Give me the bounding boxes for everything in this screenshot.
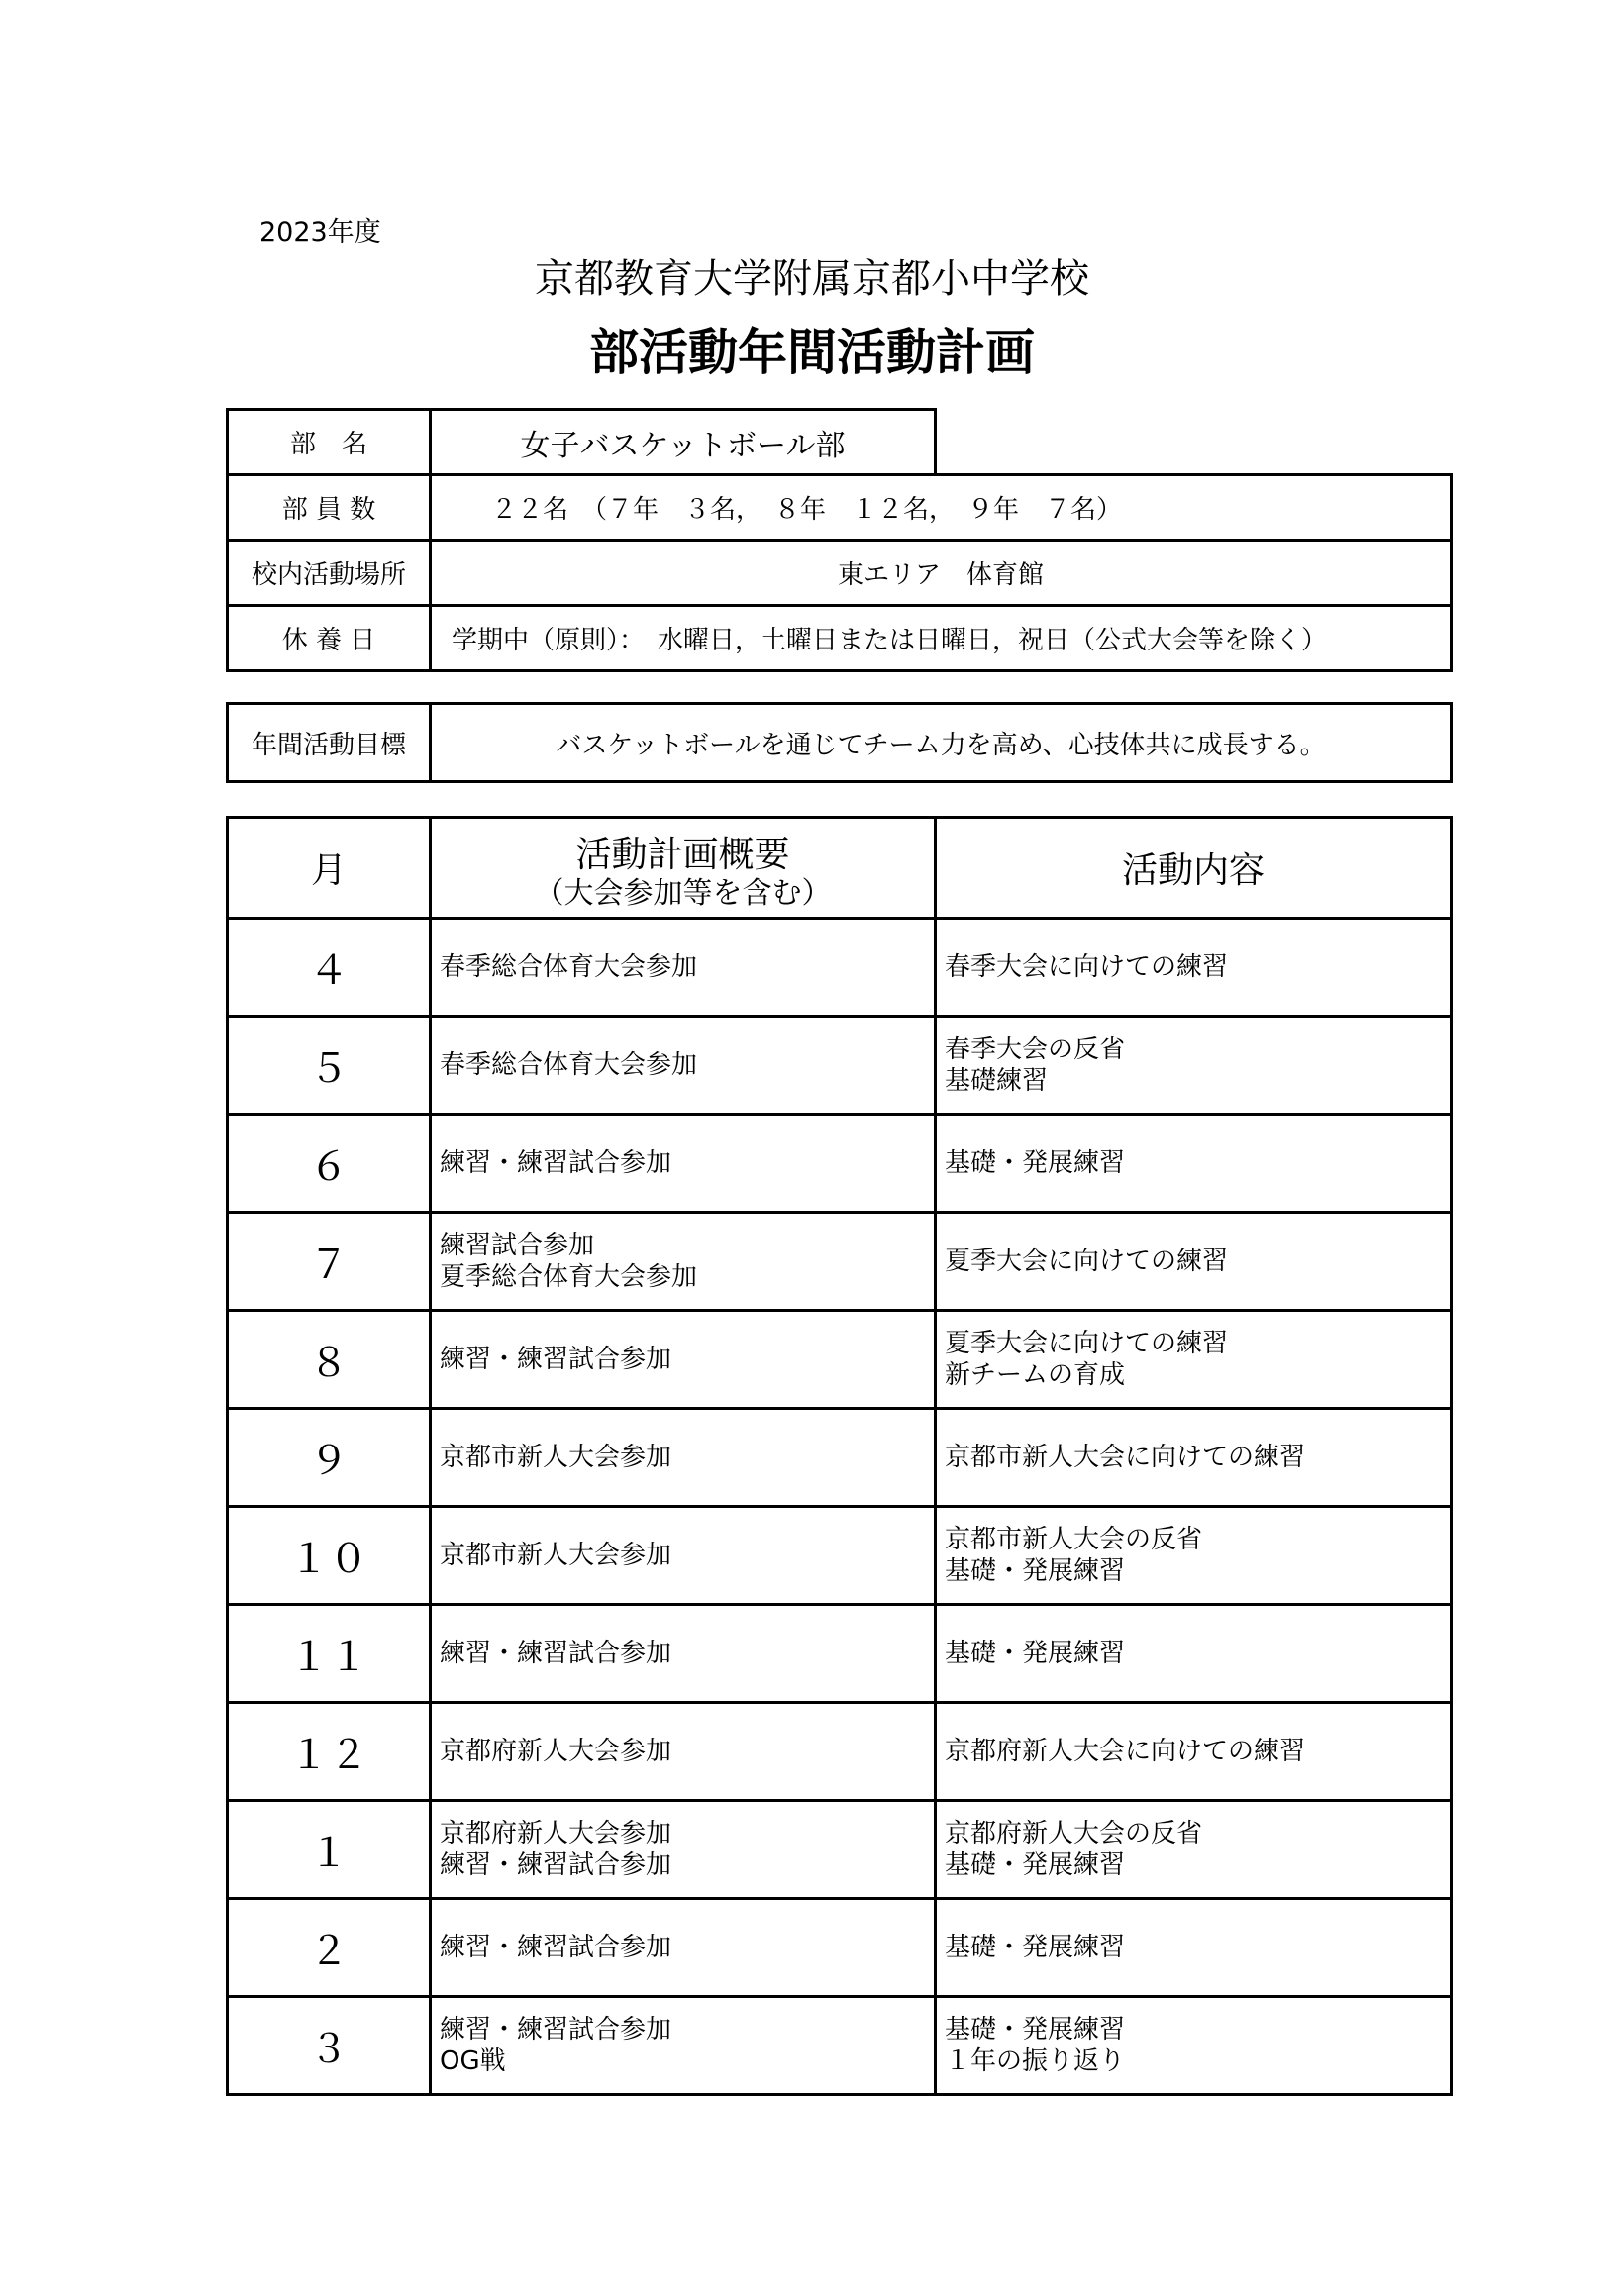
month-cell: ２ xyxy=(228,1899,431,1997)
summary-line: OG戦 xyxy=(440,2046,506,2076)
month-cell: １０ xyxy=(228,1507,431,1605)
plan-row xyxy=(228,1899,1452,1997)
plan-header-row xyxy=(228,818,1452,919)
content-cell xyxy=(936,1899,1452,1997)
header-summary-title: 活動計画概要 xyxy=(575,834,790,875)
content-line: 基礎・発展練習 xyxy=(945,2014,1126,2045)
content-line: 春季大会の反省 xyxy=(945,1034,1126,1064)
content-line: 基礎・発展練習 xyxy=(945,1556,1126,1586)
content-cell xyxy=(936,1017,1452,1115)
annual-goal-label: 年間活動目標 xyxy=(228,704,431,782)
plan-row xyxy=(228,1605,1452,1703)
place-value: 東エリア 体育館 xyxy=(431,541,1452,606)
summary-cell xyxy=(431,1213,936,1311)
content-line: １年の振り返り xyxy=(945,2046,1126,2076)
content-line: 京都市新人大会の反省 xyxy=(945,1524,1203,1554)
annual-goal-table xyxy=(226,702,1453,783)
content-line: 基礎・発展練習 xyxy=(945,1932,1126,1962)
plan-row xyxy=(228,1507,1452,1605)
members-row xyxy=(228,475,1452,541)
plan-row xyxy=(228,919,1452,1017)
month-cell: １２ xyxy=(228,1703,431,1801)
summary-line: 練習・練習試合参加 xyxy=(440,2014,672,2045)
school-name: 京都教育大学附属京都小中学校 xyxy=(535,256,1089,302)
plan-row xyxy=(228,1997,1452,2095)
summary-cell xyxy=(431,1311,936,1409)
month-cell: ４ xyxy=(228,919,431,1017)
month-cell: ９ xyxy=(228,1409,431,1507)
annual-goal-value: バスケットボールを通じてチーム力を高め、心技体共に成長する。 xyxy=(431,704,1452,782)
place-label: 校内活動場所 xyxy=(228,541,431,606)
rest-day-value: 学期中（原則）： 水曜日，土曜日または日曜日，祝日（公式大会等を除く） xyxy=(431,606,1452,671)
header-content: 活動内容 xyxy=(936,818,1452,919)
club-name-row xyxy=(228,410,1452,475)
month-cell: ３ xyxy=(228,1997,431,2095)
rest-day-row xyxy=(228,606,1452,671)
plan-row xyxy=(228,1213,1452,1311)
plan-row xyxy=(228,1017,1452,1115)
plan-row xyxy=(228,1409,1452,1507)
content-line: 基礎・発展練習 xyxy=(945,1850,1126,1880)
place-row xyxy=(228,541,1452,606)
summary-cell xyxy=(431,1899,936,1997)
content-line: 春季大会に向けての練習 xyxy=(945,951,1229,982)
summary-cell xyxy=(431,1801,936,1899)
summary-line: 京都府新人大会参加 xyxy=(440,1818,672,1848)
summary-line: 春季総合体育大会参加 xyxy=(440,1049,698,1080)
summary-cell xyxy=(431,1507,936,1605)
month-cell: １１ xyxy=(228,1605,431,1703)
content-cell xyxy=(936,1605,1452,1703)
summary-cell xyxy=(431,1605,936,1703)
content-cell xyxy=(936,919,1452,1017)
members-value: ２２名 （７年 ３名， ８年 １２名， ９年 ７名） xyxy=(431,475,1452,541)
content-line: 基礎練習 xyxy=(945,1066,1049,1096)
summary-line: 練習・練習試合参加 xyxy=(440,1638,672,1668)
content-line: 新チームの育成 xyxy=(945,1360,1126,1390)
header-summary-subtitle: （大会参加等を含む） xyxy=(534,875,832,911)
fiscal-year: 2023年度 xyxy=(259,217,381,248)
month-cell: ５ xyxy=(228,1017,431,1115)
summary-cell xyxy=(431,1017,936,1115)
month-cell: ７ xyxy=(228,1213,431,1311)
summary-cell xyxy=(431,1115,936,1213)
summary-line: 京都市新人大会参加 xyxy=(440,1442,672,1472)
summary-cell xyxy=(431,1997,936,2095)
month-cell: ６ xyxy=(228,1115,431,1213)
club-name-value: 女子バスケットボール部 xyxy=(431,410,936,475)
content-cell xyxy=(936,1409,1452,1507)
annual-goal-row xyxy=(228,704,1452,782)
rest-day-label: 休 養 日 xyxy=(228,606,431,671)
summary-line: 練習・練習試合参加 xyxy=(440,1148,672,1178)
content-line: 夏季大会に向けての練習 xyxy=(945,1328,1229,1358)
members-label: 部 員 数 xyxy=(228,475,431,541)
content-line: 京都市新人大会に向けての練習 xyxy=(945,1442,1306,1472)
content-cell xyxy=(936,1213,1452,1311)
summary-line: 春季総合体育大会参加 xyxy=(440,951,698,982)
content-cell xyxy=(936,1311,1452,1409)
month-cell: １ xyxy=(228,1801,431,1899)
summary-line: 練習・練習試合参加 xyxy=(440,1932,672,1962)
page-title: 部活動年間活動計画 xyxy=(589,324,1035,381)
summary-cell xyxy=(431,919,936,1017)
monthly-plan-table xyxy=(226,816,1453,2096)
content-line: 京都府新人大会の反省 xyxy=(945,1818,1203,1848)
content-line: 基礎・発展練習 xyxy=(945,1148,1126,1178)
content-cell xyxy=(936,1115,1452,1213)
plan-row xyxy=(228,1115,1452,1213)
content-line: 基礎・発展練習 xyxy=(945,1638,1126,1668)
month-cell: ８ xyxy=(228,1311,431,1409)
summary-line: 練習試合参加 xyxy=(440,1230,595,1260)
summary-line: 練習・練習試合参加 xyxy=(440,1344,672,1374)
summary-line: 京都府新人大会参加 xyxy=(440,1736,672,1766)
summary-line: 練習・練習試合参加 xyxy=(440,1850,672,1880)
content-cell xyxy=(936,1507,1452,1605)
blank-cell xyxy=(936,410,1452,475)
summary-line: 京都市新人大会参加 xyxy=(440,1540,672,1570)
content-cell xyxy=(936,1703,1452,1801)
club-info-table xyxy=(226,408,1453,672)
content-cell xyxy=(936,1801,1452,1899)
summary-cell xyxy=(431,1409,936,1507)
plan-row xyxy=(228,1801,1452,1899)
content-line: 夏季大会に向けての練習 xyxy=(945,1246,1229,1276)
summary-cell xyxy=(431,1703,936,1801)
plan-row xyxy=(228,1311,1452,1409)
club-name-label: 部 名 xyxy=(228,410,431,475)
header-summary xyxy=(431,818,936,919)
content-cell xyxy=(936,1997,1452,2095)
summary-line: 夏季総合体育大会参加 xyxy=(440,1262,698,1292)
header-month: 月 xyxy=(228,818,431,919)
plan-row xyxy=(228,1703,1452,1801)
content-line: 京都府新人大会に向けての練習 xyxy=(945,1736,1306,1766)
